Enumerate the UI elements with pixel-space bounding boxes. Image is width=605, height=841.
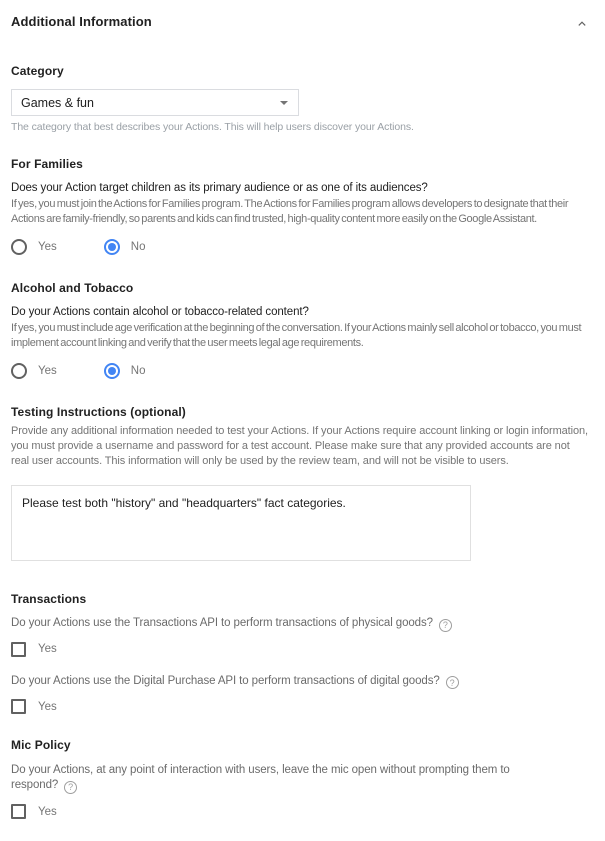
for-families-section xyxy=(11,157,591,255)
radio-label-no: No xyxy=(130,241,146,253)
transactions-physical-question xyxy=(11,617,591,632)
radio-unchecked-icon xyxy=(11,363,27,379)
testing-instructions-heading: Testing Instructions (optional) xyxy=(11,405,186,419)
transactions-physical-yes-checkbox[interactable] xyxy=(11,642,591,657)
alcohol-tobacco-radio-group xyxy=(11,363,591,379)
for-families-no-radio[interactable] xyxy=(104,239,146,255)
radio-label-yes: Yes xyxy=(38,241,57,253)
checkbox-unchecked-icon xyxy=(11,699,26,714)
panel-title: Additional Information xyxy=(11,14,152,29)
dropdown-caret-icon xyxy=(280,101,288,105)
radio-unchecked-icon xyxy=(11,239,27,255)
chevron-up-icon xyxy=(575,19,589,34)
for-families-description: If yes, you must join the Actions for Families program. The Actions for Families program allows developers to designate that their Actions are family-friendly, so parents and kids can find trusted, high-quality content more easily on the Google Assistant. xyxy=(11,198,569,225)
radio-checked-icon xyxy=(104,239,120,255)
alcohol-tobacco-question: Do your Actions contain alcohol or tobacco-related content? xyxy=(11,306,309,318)
category-select[interactable] xyxy=(11,89,299,116)
transactions-physical-question-text: Do your Actions use the Transactions API to perform transactions of physical goods? xyxy=(11,617,433,629)
category-hint: The category that best describes your Actions. This will help users discover your Actions. xyxy=(11,121,414,133)
transactions-heading: Transactions xyxy=(11,592,87,606)
mic-policy-heading: Mic Policy xyxy=(11,738,71,752)
testing-instructions-section xyxy=(11,405,591,561)
help-icon[interactable]: ? xyxy=(64,781,77,794)
transactions-digital-question xyxy=(11,675,591,690)
for-families-yes-radio[interactable] xyxy=(11,239,57,255)
panel-header xyxy=(11,14,591,36)
radio-label-no: No xyxy=(130,365,146,377)
checkbox-unchecked-icon xyxy=(11,804,26,819)
for-families-question: Does your Action target children as its primary audience or as one of its audiences? xyxy=(11,182,428,194)
checkbox-label: Yes xyxy=(38,805,57,818)
checkbox-unchecked-icon xyxy=(11,642,26,657)
testing-instructions-textarea[interactable] xyxy=(11,485,471,561)
alcohol-tobacco-section xyxy=(11,281,591,379)
checkbox-label: Yes xyxy=(38,643,57,655)
mic-policy-question xyxy=(11,763,531,794)
mic-policy-section xyxy=(11,738,591,819)
radio-checked-icon xyxy=(104,363,120,379)
alcohol-tobacco-heading: Alcohol and Tobacco xyxy=(11,281,134,295)
transactions-digital-question-text: Do your Actions use the Digital Purchase API to perform transactions of digital goods? xyxy=(11,674,440,687)
alcohol-tobacco-yes-radio[interactable] xyxy=(11,363,57,379)
alcohol-tobacco-description: If yes, you must include age verification at the beginning of the conversation. If your Actions mainly sell alcohol or tobacco, you must implement account linking and verify that the user meets legal age requirements. xyxy=(11,322,582,349)
alcohol-tobacco-no-radio[interactable] xyxy=(104,363,146,379)
for-families-radio-group xyxy=(11,239,591,255)
help-icon[interactable]: ? xyxy=(439,619,452,632)
for-families-heading: For Families xyxy=(11,157,83,171)
category-selected-value: Games & fun xyxy=(21,95,94,110)
transactions-section xyxy=(11,592,591,714)
mic-policy-yes-checkbox[interactable] xyxy=(11,804,591,819)
category-label: Category xyxy=(11,64,64,78)
checkbox-label: Yes xyxy=(38,700,57,713)
testing-instructions-description: Provide any additional information needed to test your Actions. If your Actions require account linking or login information, you must provide a username and password for a test account. Please make sure that any provided accounts are not real user accounts. This information will only be used by the review team, and will not be visible to users. xyxy=(11,425,588,467)
collapse-section-button[interactable] xyxy=(573,15,591,36)
category-section xyxy=(11,64,591,133)
radio-label-yes: Yes xyxy=(38,365,57,377)
mic-policy-question-text: Do your Actions, at any point of interaction with users, leave the mic open without prompting them to respond? xyxy=(11,764,510,791)
transactions-digital-yes-checkbox[interactable] xyxy=(11,699,591,714)
help-icon[interactable]: ? xyxy=(446,676,459,689)
